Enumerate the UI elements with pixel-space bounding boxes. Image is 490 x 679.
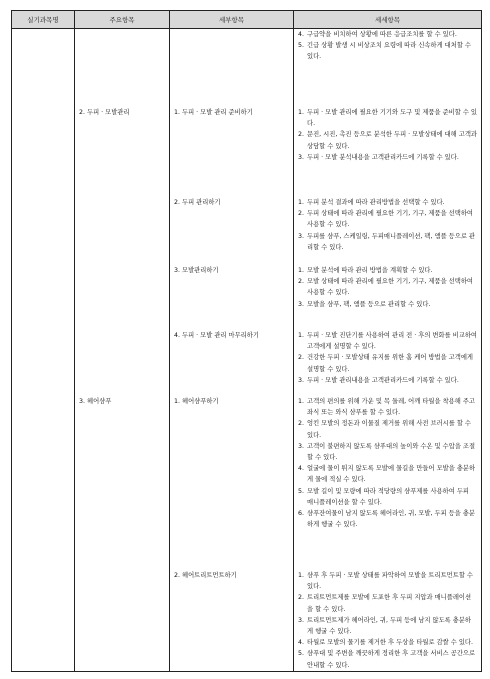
- list-item: 3. 두피 · 모발 분석내용을 고객관리카드에 기록할 수 있다.: [298, 153, 459, 161]
- list-item: 1. 두피 · 모발 진단기를 사용하여 관리 전 · 후의 변화를 비교하여 고객에게 설명할 수 있다.: [298, 332, 478, 351]
- sub-item-label: 1. 헤어샴푸하기: [174, 398, 219, 405]
- list-item: 4. 타월로 모발의 물기를 제거한 후 두상을 타월로 감쌀 수 있다.: [298, 639, 474, 647]
- list-item: 2. 두피 상태에 따라 관리에 필요한 기기, 기구, 제품을 선택하여 사용할 수 있다.: [298, 210, 474, 229]
- detail-list: [298, 107, 477, 163]
- list-item: 4. 얼굴에 물이 튀지 않도록 모발에 물길을 만들어 모발을 충분하게 물에 적실 수 있다.: [298, 465, 476, 484]
- sub-item-label: 4. 두피 · 모발 관리 마무리하기: [174, 332, 259, 339]
- header-subject: 실기과목명: [12, 11, 75, 29]
- list-item: 2. 문진, 시진, 촉진 등으로 분석한 두피 · 모발상태에 대해 고객과 상담할 수 있다.: [298, 131, 478, 150]
- list-item: 3. 고객이 불편하지 않도록 샴푸대의 높이와 수온 및 수압을 조절할 수 있다.: [298, 442, 476, 462]
- list-item: 3. 모발을 샴푸, 팩, 앰플 등으로 관리할 수 있다.: [298, 300, 431, 308]
- detail-list: [298, 265, 477, 310]
- list-item: 2. 트리트먼트제를 모발에 도포한 후 두피 지압과 매니플레이션을 할 수 있다.: [298, 594, 472, 613]
- detail-list: [298, 330, 477, 386]
- subject-column: [12, 29, 75, 672]
- sub-item-column: [170, 29, 294, 672]
- section-spacer: [174, 29, 289, 107]
- list-item: 4. 구급약을 비치하여 상황에 따른 응급조치를 할 수 있다.: [298, 31, 457, 38]
- list-item: 1. 샴푸 후 두피 · 모발 상태를 파악하여 모발을 트리트먼트할 수 있다.: [298, 572, 474, 591]
- criteria-table: [11, 10, 482, 672]
- detail-block: [298, 265, 477, 330]
- header-main-item: 주요항목: [75, 11, 170, 29]
- sub-item-label: 1. 두피 · 모발 관리 준비하기: [174, 109, 253, 116]
- detail-list: [298, 396, 477, 530]
- list-item: 5. 긴급 상황 발생 시 비상조치 요령에 따라 신속하게 대처할 수 있다.: [298, 42, 472, 61]
- list-item: 2. 엉킨 모발의 정돈과 이물질 제거를 위해 사전 브러시를 할 수 있다.: [298, 420, 472, 439]
- main-item-label: 3. 헤어샴푸: [79, 398, 112, 405]
- sub-item-label: 3. 모발관리하기: [174, 267, 219, 274]
- list-item: 1. 고객의 편의를 위해 가운 및 목 둘레, 어깨 타월을 착용해 주고 좌식 또는 와식 샴푸를 할 수 있다.: [298, 398, 476, 417]
- sub-item-label: 2. 헤어트리트먼트하기: [174, 572, 237, 579]
- detail-block: [298, 570, 477, 671]
- header-row: [12, 11, 482, 29]
- detail-list: [298, 29, 477, 63]
- detail-block: [298, 396, 477, 570]
- header-sub-item: 세부항목: [170, 11, 294, 29]
- list-item: 2. 건강한 두피 · 모발상태 유지를 위한 홈 케어 방법을 고객에게 설명할 수 있다.: [298, 354, 474, 373]
- list-item: 2. 모발 상태에 따라 관리에 필요한 기기, 기구, 제품을 선택하여 사용할 수 있다.: [298, 278, 474, 297]
- list-item: 6. 샴푸잔여물이 남지 않도록 헤어라인, 귀, 모발, 두피 등을 충분하게 헹굴 수 있다.: [298, 510, 476, 529]
- list-item: 5. 샴푸대 및 주변을 깨끗하게 정리한 후 고객을 서비스 공간으로 안내할 수 있다.: [298, 650, 476, 669]
- list-item: 3. 두피를 샴푸, 스케일링, 두피매니플레이션, 팩, 앰플 등으로 관리할 수 있다.: [298, 232, 476, 251]
- list-item: 3. 두피 · 모발 관리내용을 고객관리카드에 기록할 수 있다.: [298, 376, 459, 384]
- detail-block: [298, 197, 477, 265]
- detail-block: [298, 29, 477, 107]
- main-item-column: [75, 29, 170, 672]
- detail-list: [298, 570, 477, 671]
- detail-block: [298, 107, 477, 197]
- detail-block: [298, 330, 477, 396]
- main-item-label: 2. 두피 · 모발관리: [79, 109, 130, 116]
- list-item: 3. 트리트먼트제가 헤어라인, 귀, 두피 등에 남지 않도록 충분하게 헹굴 수 있다.: [298, 616, 472, 636]
- list-item: 5. 모발 길이 및 모량에 따라 적당량의 샴푸제를 사용하여 두피 매니플레이션을 할 수 있다.: [298, 487, 469, 506]
- table-body-row: [12, 29, 482, 672]
- detail-item-column: [294, 29, 482, 672]
- list-item: 1. 모발 분석에 따라 관리 방법을 계획할 수 있다.: [298, 267, 433, 274]
- section-spacer: [79, 29, 165, 107]
- list-item: 1. 두피 분석 결과에 따라 관리방법을 선택할 수 있다.: [298, 199, 445, 206]
- list-item: 1. 두피 · 모발 관리에 필요한 기기와 도구 및 제품을 준비할 수 있다.: [298, 109, 478, 128]
- detail-list: [298, 197, 477, 253]
- header-detail-item: 세세항목: [294, 11, 482, 29]
- sub-item-label: 2. 두피 관리하기: [174, 199, 221, 206]
